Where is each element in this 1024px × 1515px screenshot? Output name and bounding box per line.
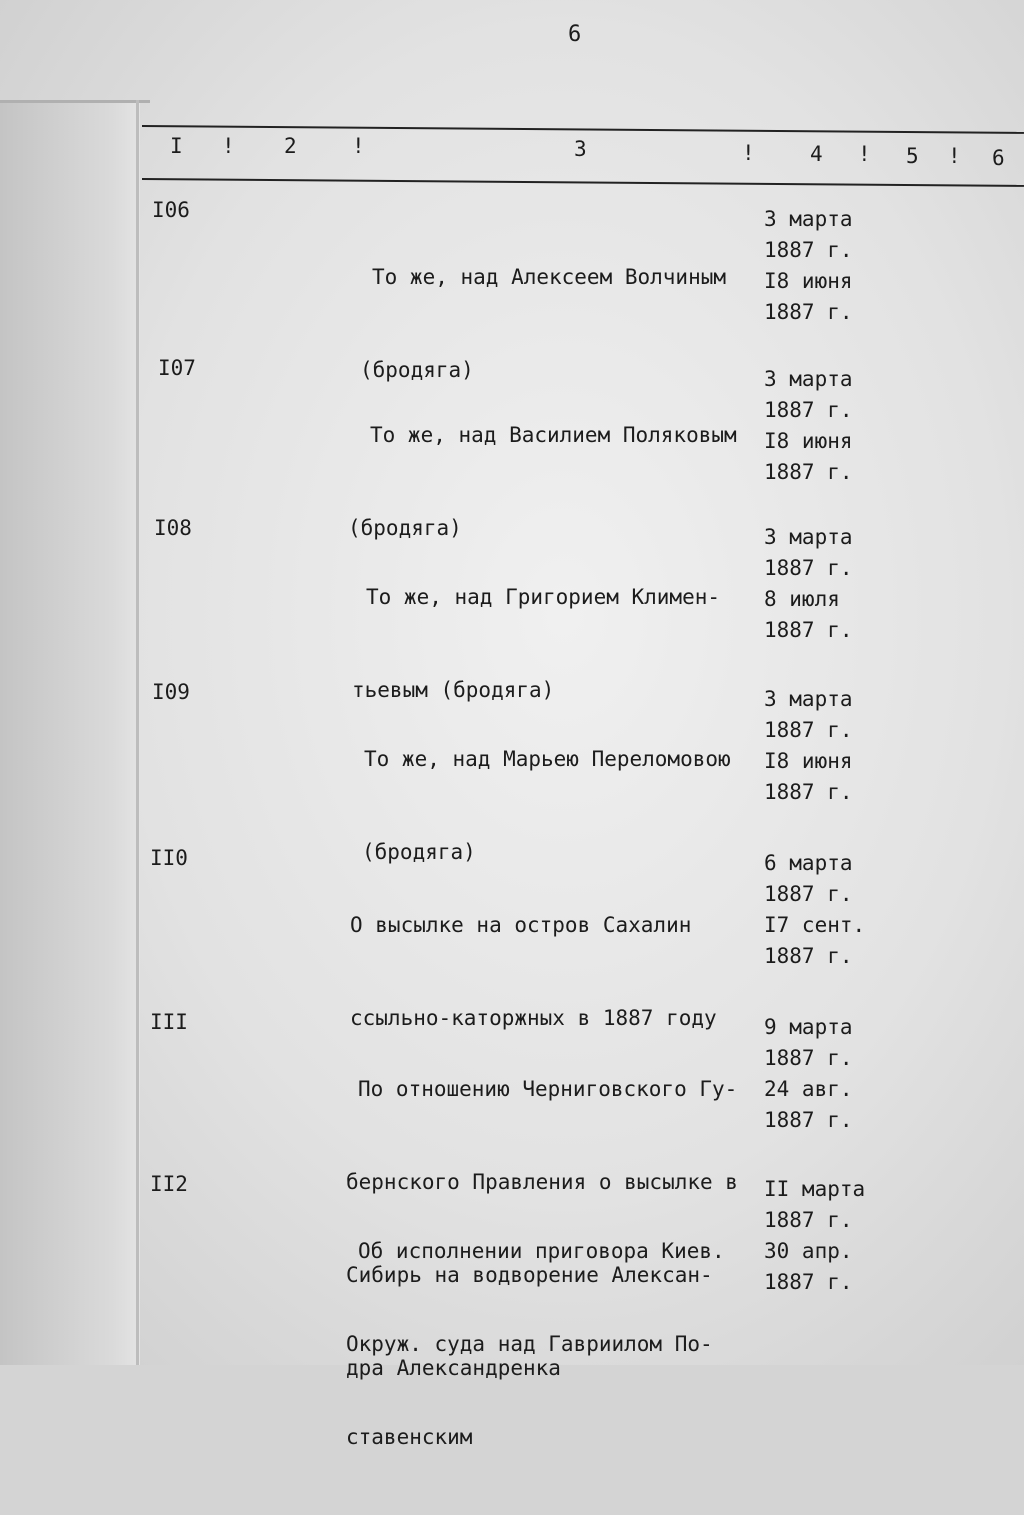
date-line: 6 марта bbox=[764, 851, 853, 875]
date-line: 1887 г. bbox=[764, 944, 853, 968]
header-col-5: 5 bbox=[906, 144, 919, 168]
description-line: По отношению Черниговского Гу- bbox=[358, 1077, 738, 1101]
date-line: 3 марта bbox=[764, 207, 853, 231]
description-line: (бродяга) bbox=[362, 840, 476, 864]
header-sep: ! bbox=[948, 144, 961, 168]
date-line: 1887 г. bbox=[764, 1108, 853, 1132]
header-sep: ! bbox=[742, 141, 755, 165]
record-dates bbox=[764, 364, 853, 488]
header-bottom-rule bbox=[142, 178, 1024, 187]
page-edge bbox=[136, 100, 139, 1365]
record-number: II0 bbox=[150, 846, 188, 870]
date-line: 1887 г. bbox=[764, 460, 853, 484]
date-line: 3 марта bbox=[764, 525, 853, 549]
date-line: 1887 г. bbox=[764, 398, 853, 422]
description-line: ссыльно-каторжных в 1887 году bbox=[350, 1006, 717, 1030]
underlying-page bbox=[0, 100, 140, 1365]
record-description bbox=[346, 1174, 778, 1515]
record-dates bbox=[764, 204, 853, 328]
description-line: ставенским bbox=[346, 1425, 473, 1449]
page-number: 6 bbox=[568, 22, 582, 47]
record-number: I07 bbox=[158, 356, 196, 380]
date-line: 3 марта bbox=[764, 687, 853, 711]
description-line: (бродяга) bbox=[360, 358, 474, 382]
date-line: 8 июля bbox=[764, 587, 840, 611]
date-line: 9 марта bbox=[764, 1015, 853, 1039]
description-line: (бродяга) bbox=[348, 516, 462, 540]
description-line: дра Александренка bbox=[346, 1356, 561, 1380]
header-col-6: 6 bbox=[992, 146, 1005, 170]
header-col-4: 4 bbox=[810, 142, 823, 166]
description-line: То же, над Василием Поляковым bbox=[370, 423, 737, 447]
description-line: Окруж. суда над Гавриилом По- bbox=[346, 1332, 713, 1356]
date-line: 1887 г. bbox=[764, 238, 853, 262]
date-line: 1887 г. bbox=[764, 780, 853, 804]
date-line: I7 сент. bbox=[764, 913, 866, 937]
description-line: То же, над Алексеем Волчиным bbox=[372, 265, 727, 289]
date-line: II марта bbox=[764, 1177, 866, 1201]
header-top-rule bbox=[142, 125, 1024, 134]
date-line: 24 авг. bbox=[764, 1077, 853, 1101]
record-dates bbox=[764, 522, 853, 646]
date-line: 1887 г. bbox=[764, 1208, 853, 1232]
header-sep: ! bbox=[858, 142, 871, 166]
date-line: 1887 г. bbox=[764, 1270, 853, 1294]
header-col-3: 3 bbox=[574, 137, 587, 161]
header-sep: ! bbox=[222, 134, 235, 158]
date-line: 1887 г. bbox=[764, 618, 853, 642]
description-line: тьевым (бродяга) bbox=[352, 678, 555, 702]
date-line: 3 марта bbox=[764, 367, 853, 391]
header-sep: ! bbox=[352, 134, 365, 158]
record-dates bbox=[764, 1174, 865, 1298]
description-line: Об исполнении приговора Киев. bbox=[358, 1239, 725, 1263]
date-line: I8 июня bbox=[764, 269, 853, 293]
date-line: 1887 г. bbox=[764, 1046, 853, 1070]
description-line: Сибирь на водворение Алексан- bbox=[346, 1263, 713, 1287]
record-number: III bbox=[150, 1010, 188, 1034]
underlying-page-rule bbox=[0, 100, 150, 103]
description-line: бернского Правления о высылке в bbox=[346, 1170, 738, 1194]
record-number: I06 bbox=[152, 198, 190, 222]
header-col-2: 2 bbox=[284, 134, 297, 158]
record-dates bbox=[764, 1012, 853, 1136]
date-line: 1887 г. bbox=[764, 300, 853, 324]
record-number: II2 bbox=[150, 1172, 188, 1196]
date-line: 1887 г. bbox=[764, 556, 853, 580]
date-line: I8 июня bbox=[764, 429, 853, 453]
date-line: 1887 г. bbox=[764, 882, 853, 906]
header-col-1: I bbox=[170, 134, 183, 158]
record-dates bbox=[764, 848, 865, 972]
description-line: О высылке на остров Сахалин bbox=[350, 913, 692, 937]
description-line: То же, над Марьею Переломовою bbox=[364, 747, 731, 771]
record-number: I08 bbox=[154, 516, 192, 540]
record-dates bbox=[764, 684, 853, 808]
date-line: 30 апр. bbox=[764, 1239, 853, 1263]
date-line: I8 июня bbox=[764, 749, 853, 773]
description-line: То же, над Григорием Климен- bbox=[366, 585, 721, 609]
date-line: 1887 г. bbox=[764, 718, 853, 742]
record-number: I09 bbox=[152, 680, 190, 704]
